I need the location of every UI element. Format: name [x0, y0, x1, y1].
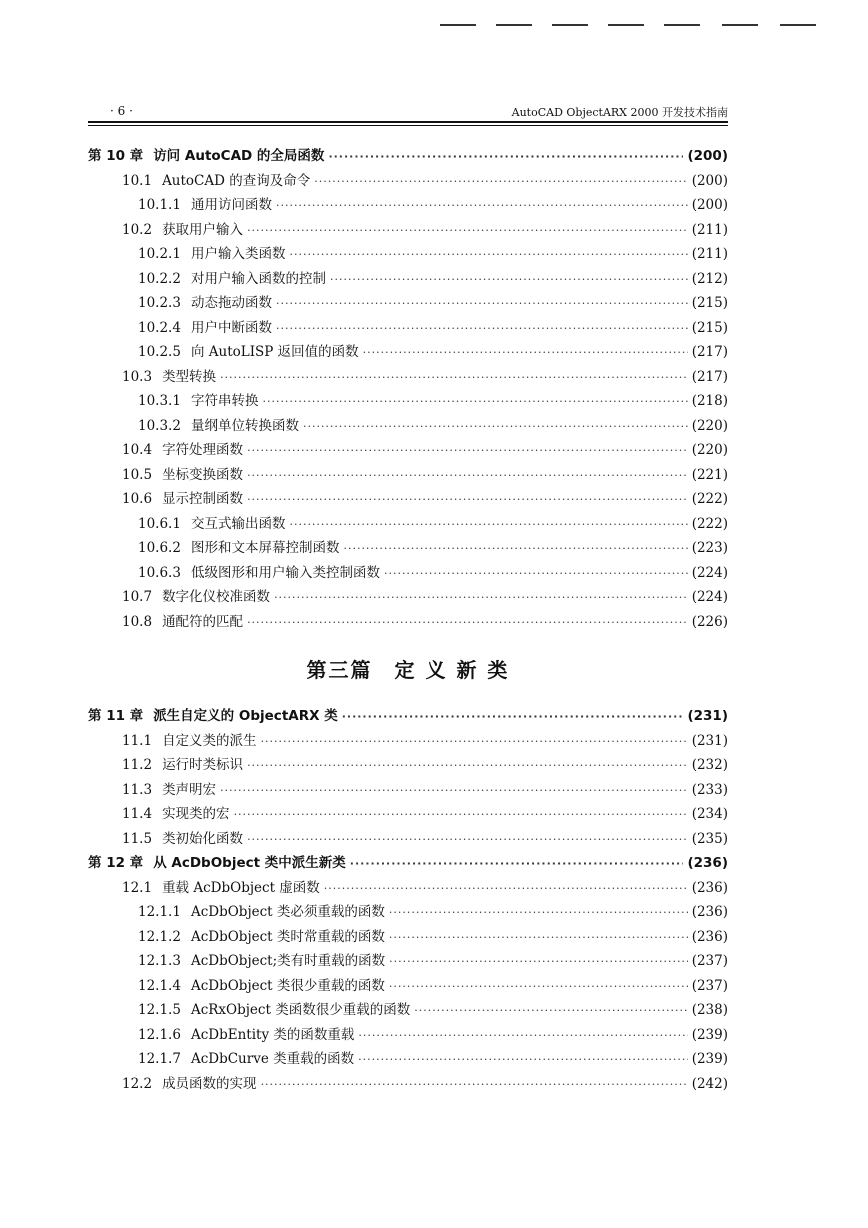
header-rule-thin [88, 125, 728, 126]
toc-entry-title: 成员函数的实现 [162, 1075, 257, 1092]
dot-leader [276, 322, 688, 335]
toc-entry-number: 10.5 [122, 466, 153, 483]
toc-entry [88, 900, 728, 925]
toc-entry-title: 类声明宏 [162, 781, 217, 798]
toc-entry-page: (200) [687, 148, 728, 164]
toc-entry-number: 10.2.4 [138, 319, 181, 336]
dot-leader [350, 857, 684, 870]
dot-leader [274, 591, 688, 604]
toc-entry-page: (231) [691, 732, 728, 749]
dot-leader [389, 906, 688, 919]
toc-entry-title: 重载 AcDbObject 虚函数 [162, 879, 320, 896]
header-rule-thick [88, 121, 728, 123]
toc-entry-page: (236) [691, 904, 728, 920]
toc-entry-number: 12.1.6 [138, 1026, 181, 1043]
toc-entry-number: 10.2.2 [138, 270, 181, 287]
toc-entry-page: (239) [691, 1026, 728, 1043]
toc-entry-page: (200) [691, 172, 728, 189]
toc-entry-number: 10.1.1 [138, 197, 181, 213]
toc-entry-page: (224) [691, 564, 728, 581]
toc-entry-number: 11.1 [122, 732, 153, 749]
toc-entry-number: 12.1 [122, 879, 153, 896]
dot-leader [247, 444, 688, 457]
toc-entry-title: 向 AutoLISP 返回值的函数 [190, 344, 359, 360]
dot-leader [389, 931, 688, 944]
dot-leader [324, 882, 688, 895]
toc-entry-number: 11.3 [122, 781, 153, 798]
toc-entry [88, 778, 728, 803]
toc-entry-page: (236) [691, 928, 728, 945]
toc-entry-title: 字符处理函数 [162, 442, 244, 458]
toc-entry-title: AcDbCurve 类重载的函数 [190, 1051, 355, 1067]
toc-entry-number: 10.3.1 [138, 393, 181, 409]
toc-entry-number: 第 12 章 [88, 855, 144, 871]
toc-entry-number: 11.5 [122, 830, 153, 847]
toc-entry [88, 218, 728, 243]
toc-entry [88, 242, 728, 267]
toc-entry-number: 10.3 [122, 368, 153, 385]
toc-entry-number: 10.4 [122, 442, 153, 458]
part-title: 第三篇 定 义 新 类 [306, 658, 510, 682]
dot-leader [328, 150, 683, 163]
dot-leader [358, 1053, 688, 1066]
toc-entry-number: 11.2 [122, 757, 153, 773]
toc-entry-number: 第 11 章 [88, 708, 144, 724]
dot-leader [314, 175, 687, 188]
toc-entry [88, 512, 728, 537]
toc-entry [88, 414, 728, 439]
toc-entry-title: 量纲单位转换函数 [190, 417, 299, 434]
toc-entry-title: 通用访问函数 [190, 197, 272, 213]
dot-leader [276, 199, 688, 212]
dot-leader [276, 297, 688, 310]
toc-entry [88, 340, 728, 365]
toc-entry [88, 487, 728, 512]
toc-entry-number: 11.4 [122, 806, 153, 822]
dot-leader [247, 616, 688, 629]
toc-entry [88, 536, 728, 561]
dot-leader [220, 784, 688, 797]
toc-entry [88, 1072, 728, 1097]
dot-leader [247, 759, 688, 772]
toc-entry-title: 低级图形和用户输入类控制函数 [190, 564, 380, 581]
toc-entry-number: 10.2.5 [138, 344, 181, 360]
toc-entry [88, 827, 728, 852]
toc-entry-page: (226) [691, 613, 728, 630]
toc-entry-page: (211) [691, 246, 728, 262]
toc-entry-page: (237) [691, 953, 728, 969]
toc-entry [88, 753, 728, 778]
toc-entry-number: 10.6 [122, 491, 153, 507]
toc-entry-page: (238) [691, 1002, 728, 1018]
toc-entry-title: 用户中断函数 [190, 319, 272, 336]
toc-entry [88, 193, 728, 218]
toc-entry-number: 12.1.7 [138, 1051, 181, 1067]
toc-entry-title: 动态拖动函数 [190, 295, 272, 311]
toc-entry [88, 998, 728, 1023]
toc-entry-page: (236) [687, 855, 728, 871]
dot-leader [330, 273, 688, 286]
dot-leader [358, 1029, 687, 1042]
toc-entry-page: (242) [691, 1075, 728, 1092]
toc-chapter-entry [88, 704, 728, 729]
dot-leader [247, 224, 688, 237]
toc-entry [88, 438, 728, 463]
dot-leader [220, 371, 688, 384]
toc-entry-title: AutoCAD 的查询及命令 [162, 172, 311, 189]
toc-entry-page: (222) [691, 515, 728, 532]
page-header [88, 104, 728, 120]
toc-entry [88, 463, 728, 488]
toc-entry-title: 获取用户输入 [162, 221, 244, 238]
dot-leader [343, 542, 687, 555]
toc-entry-page: (239) [691, 1051, 728, 1067]
dot-leader [247, 469, 688, 482]
toc-entry [88, 291, 728, 316]
toc-entry-number: 10.3.2 [138, 417, 181, 434]
page-number: · 6 · [110, 104, 133, 118]
toc-chapter-entry [88, 851, 728, 876]
toc-entry [88, 316, 728, 341]
toc-entry-number: 10.2.3 [138, 295, 181, 311]
toc-entry-page: (217) [691, 368, 728, 385]
toc-entry-page: (221) [691, 466, 728, 483]
dot-leader [262, 395, 687, 408]
toc-entry-page: (222) [691, 491, 728, 507]
dot-leader [389, 980, 688, 993]
toc-entry-page: (211) [691, 221, 728, 238]
toc-entry-title: 图形和文本屏幕控制函数 [190, 540, 340, 556]
toc-entry-number: 12.1.3 [138, 953, 181, 969]
dot-leader [234, 808, 688, 821]
dot-leader [261, 1078, 688, 1091]
toc-entry-page: (218) [691, 393, 728, 409]
toc-entry-title: 用户输入类函数 [190, 246, 286, 262]
toc-entry-page: (234) [691, 806, 728, 822]
dot-leader [384, 567, 688, 580]
toc-entry-number: 12.2 [122, 1075, 153, 1092]
toc-entry [88, 389, 728, 414]
toc-entry [88, 585, 728, 610]
toc-entry-page: (224) [691, 589, 728, 605]
toc-entry-page: (220) [691, 442, 728, 458]
toc-entry-number: 12.1.5 [138, 1002, 181, 1018]
toc-chapter-entry [88, 144, 728, 169]
toc-entry-title: 实现类的宏 [162, 806, 230, 822]
toc-entry-number: 10.7 [122, 589, 153, 605]
toc-section-a [88, 144, 728, 634]
toc-entry-number: 12.1.4 [138, 977, 181, 994]
toc-entry-title: AcDbObject 类很少重载的函数 [190, 977, 385, 994]
toc-entry-title: 数字化仪校准函数 [162, 589, 271, 605]
toc-section-b [88, 704, 728, 1096]
dot-leader [303, 420, 688, 433]
toc-entry-title: 坐标变换函数 [162, 466, 244, 483]
toc-entry-title: 派生自定义的 ObjectARX 类 [153, 708, 338, 724]
dot-leader [414, 1004, 687, 1017]
toc-entry-title: 字符串转换 [190, 393, 259, 409]
dot-leader [247, 493, 688, 506]
toc-entry-number: 12.1.1 [138, 904, 181, 920]
toc-entry-page: (215) [691, 295, 728, 311]
toc-entry [88, 610, 728, 635]
dot-leader [289, 518, 687, 531]
toc-entry-number: 10.6.2 [138, 540, 181, 556]
dot-leader [342, 710, 684, 723]
toc-entry-page: (217) [691, 344, 728, 360]
toc-entry-page: (237) [691, 977, 728, 994]
running-title: AutoCAD ObjectARX 2000 开发技术指南 [511, 106, 728, 119]
toc-entry-title: AcRxObject 类函数很少重载的函数 [190, 1002, 411, 1018]
dot-leader [247, 833, 688, 846]
dot-leader [389, 955, 688, 968]
toc-entry-number: 10.2.1 [138, 246, 181, 262]
toc-entry [88, 949, 728, 974]
toc-entry [88, 1023, 728, 1048]
toc-entry-page: (200) [691, 197, 728, 213]
toc-entry-page: (233) [691, 781, 728, 798]
toc-entry-title: 类初始化函数 [162, 830, 244, 847]
toc-entry-page: (212) [691, 270, 728, 287]
toc-entry-title: 访问 AutoCAD 的全局函数 [153, 148, 325, 164]
toc-entry [88, 169, 728, 194]
toc-entry-number: 12.1.2 [138, 928, 181, 945]
toc-entry [88, 925, 728, 950]
toc-entry-title: 交互式输出函数 [190, 515, 286, 532]
toc-entry-title: 显示控制函数 [162, 491, 244, 507]
toc-entry-page: (236) [691, 879, 728, 896]
dot-leader [261, 735, 688, 748]
toc-entry-number: 10.6.1 [138, 515, 181, 532]
toc-entry-title: 从 AcDbObject 类中派生新类 [153, 855, 346, 871]
toc-entry-page: (232) [691, 757, 728, 773]
toc-entry-title: 运行时类标识 [162, 757, 244, 773]
toc-entry [88, 876, 728, 901]
toc-entry-number: 10.1 [122, 172, 153, 189]
toc-entry [88, 1047, 728, 1072]
toc-entry [88, 267, 728, 292]
toc-entry-page: (215) [691, 319, 728, 336]
toc-entry-title: AcDbObject 类必须重载的函数 [190, 904, 385, 920]
toc-entry-title: AcDbEntity 类的函数重载 [190, 1026, 355, 1043]
dot-leader [289, 248, 687, 261]
toc-entry [88, 729, 728, 754]
toc-entry [88, 974, 728, 999]
toc-entry-title: 自定义类的派生 [162, 732, 257, 749]
toc-entry-title: 对用户输入函数的控制 [190, 270, 326, 287]
toc-entry-page: (223) [691, 540, 728, 556]
toc-entry-title: AcDbObject 类时常重载的函数 [190, 928, 385, 945]
toc-entry-number: 10.2 [122, 221, 153, 238]
toc-entry-number: 10.8 [122, 613, 153, 630]
toc-entry-title: AcDbObject;类有时重载的函数 [190, 953, 386, 969]
toc-entry-title: 类型转换 [162, 368, 217, 385]
toc-entry-title: 通配符的匹配 [162, 613, 244, 630]
toc-entry-page: (220) [691, 417, 728, 434]
toc-entry-page: (235) [691, 830, 728, 847]
toc-entry [88, 561, 728, 586]
toc-entry-number: 第 10 章 [88, 148, 144, 164]
toc-entry [88, 365, 728, 390]
toc-entry-number: 10.6.3 [138, 564, 181, 581]
dot-leader [363, 346, 688, 359]
toc-entry-page: (231) [687, 708, 728, 724]
toc-entry [88, 802, 728, 827]
